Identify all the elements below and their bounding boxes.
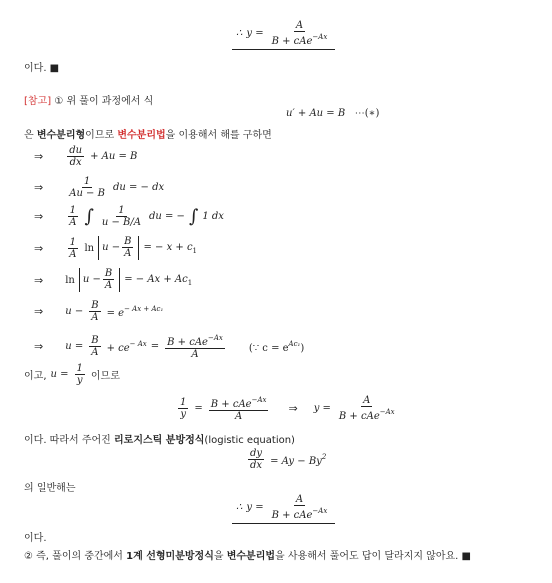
ida-line-2: 이다. <box>24 533 47 544</box>
term-separation-method-2: 변수분리법 <box>226 551 276 562</box>
logistic-equation: $\frac{dy}{dx}$ = $Ay - By^2$ <box>250 448 327 471</box>
top-result <box>232 20 335 50</box>
therefore-symbol: ∴ <box>236 28 243 39</box>
term-separation-method: 변수분리법 <box>117 130 166 141</box>
top-numerator: A <box>295 20 304 31</box>
reference-tag: [참고] <box>24 96 52 107</box>
y-equals: y = <box>246 28 264 39</box>
ida-line-1: 이다. ■ <box>24 63 60 74</box>
reference-equation: u′ + Au = B ⋯(∗) <box>286 108 380 119</box>
bottom-result: ∴ y = $\frac{A}{B + cAe^{-Ax}}$ <box>232 494 335 524</box>
step-5: ⇒ ln u − $\frac{B}{A}$ = − $Ax + Ac_1$ <box>34 268 193 291</box>
middle-equation: $\frac{1}{y}$ = $\frac{B + cAe^{-Ax}}{A}$ ⇒ y = $\frac{A}{B + cAe^{-Ax}}$ <box>180 395 395 422</box>
term-separable: 변수분리형 <box>36 130 86 141</box>
top-denominator: B + cAe$^{-Ax}$ <box>271 33 328 47</box>
top-fraction <box>270 20 330 47</box>
general-solution-line: 의 일반해는 <box>24 483 76 494</box>
reference-text: ① 위 풀이 과정에서 식 <box>54 96 154 107</box>
reference-line <box>24 92 153 107</box>
logistic-line: 이다. 따라서 주어진 리로지스틱 분방정식(logistic equation) <box>24 435 295 446</box>
note-2: ② 즉, 풀이의 중간에서 1계 선형미분방정식을 변수분리법을 사용해서 풀어도 답이 달라지지 않아요. ■ <box>24 551 471 562</box>
step-3: ⇒ $\frac{1}{A}$ ∫ $\frac{1}{u - B/A}$ du = − ∫ 1 dx <box>34 205 224 228</box>
step-1: ⇒ $\frac{du}{dx}$ + Au = B <box>34 145 138 168</box>
io-line: 이고, u = $\frac{1}{y}$ 이므로 <box>24 363 120 386</box>
term-linear-ode: 1계 선형미분방정식 <box>126 551 214 562</box>
step-4: ⇒ $\frac{1}{A}$ ln u − $\frac{B}{A}$ = − $x + c_1$ <box>34 236 198 260</box>
step-2: ⇒ $\frac{1}{Au - B}$ du = − dx <box>34 176 165 199</box>
term-logistic: 리로지스틱 분방정식 <box>114 435 205 446</box>
step-7: ⇒ u = $\frac{B}{A}$ + $ce^{- Ax}$ = $\frac{B + cAe^{-Ax}}{A}$ (∵ $c = e^{Ac_1}$) <box>34 334 305 360</box>
separable-line: 은 변수분리형이므로 변수분리법을 이용해서 해를 구하면 <box>24 130 272 141</box>
step-6: ⇒ u − $\frac{B}{A}$ = $e^{- Ax + Ac_1}$ <box>34 300 164 323</box>
